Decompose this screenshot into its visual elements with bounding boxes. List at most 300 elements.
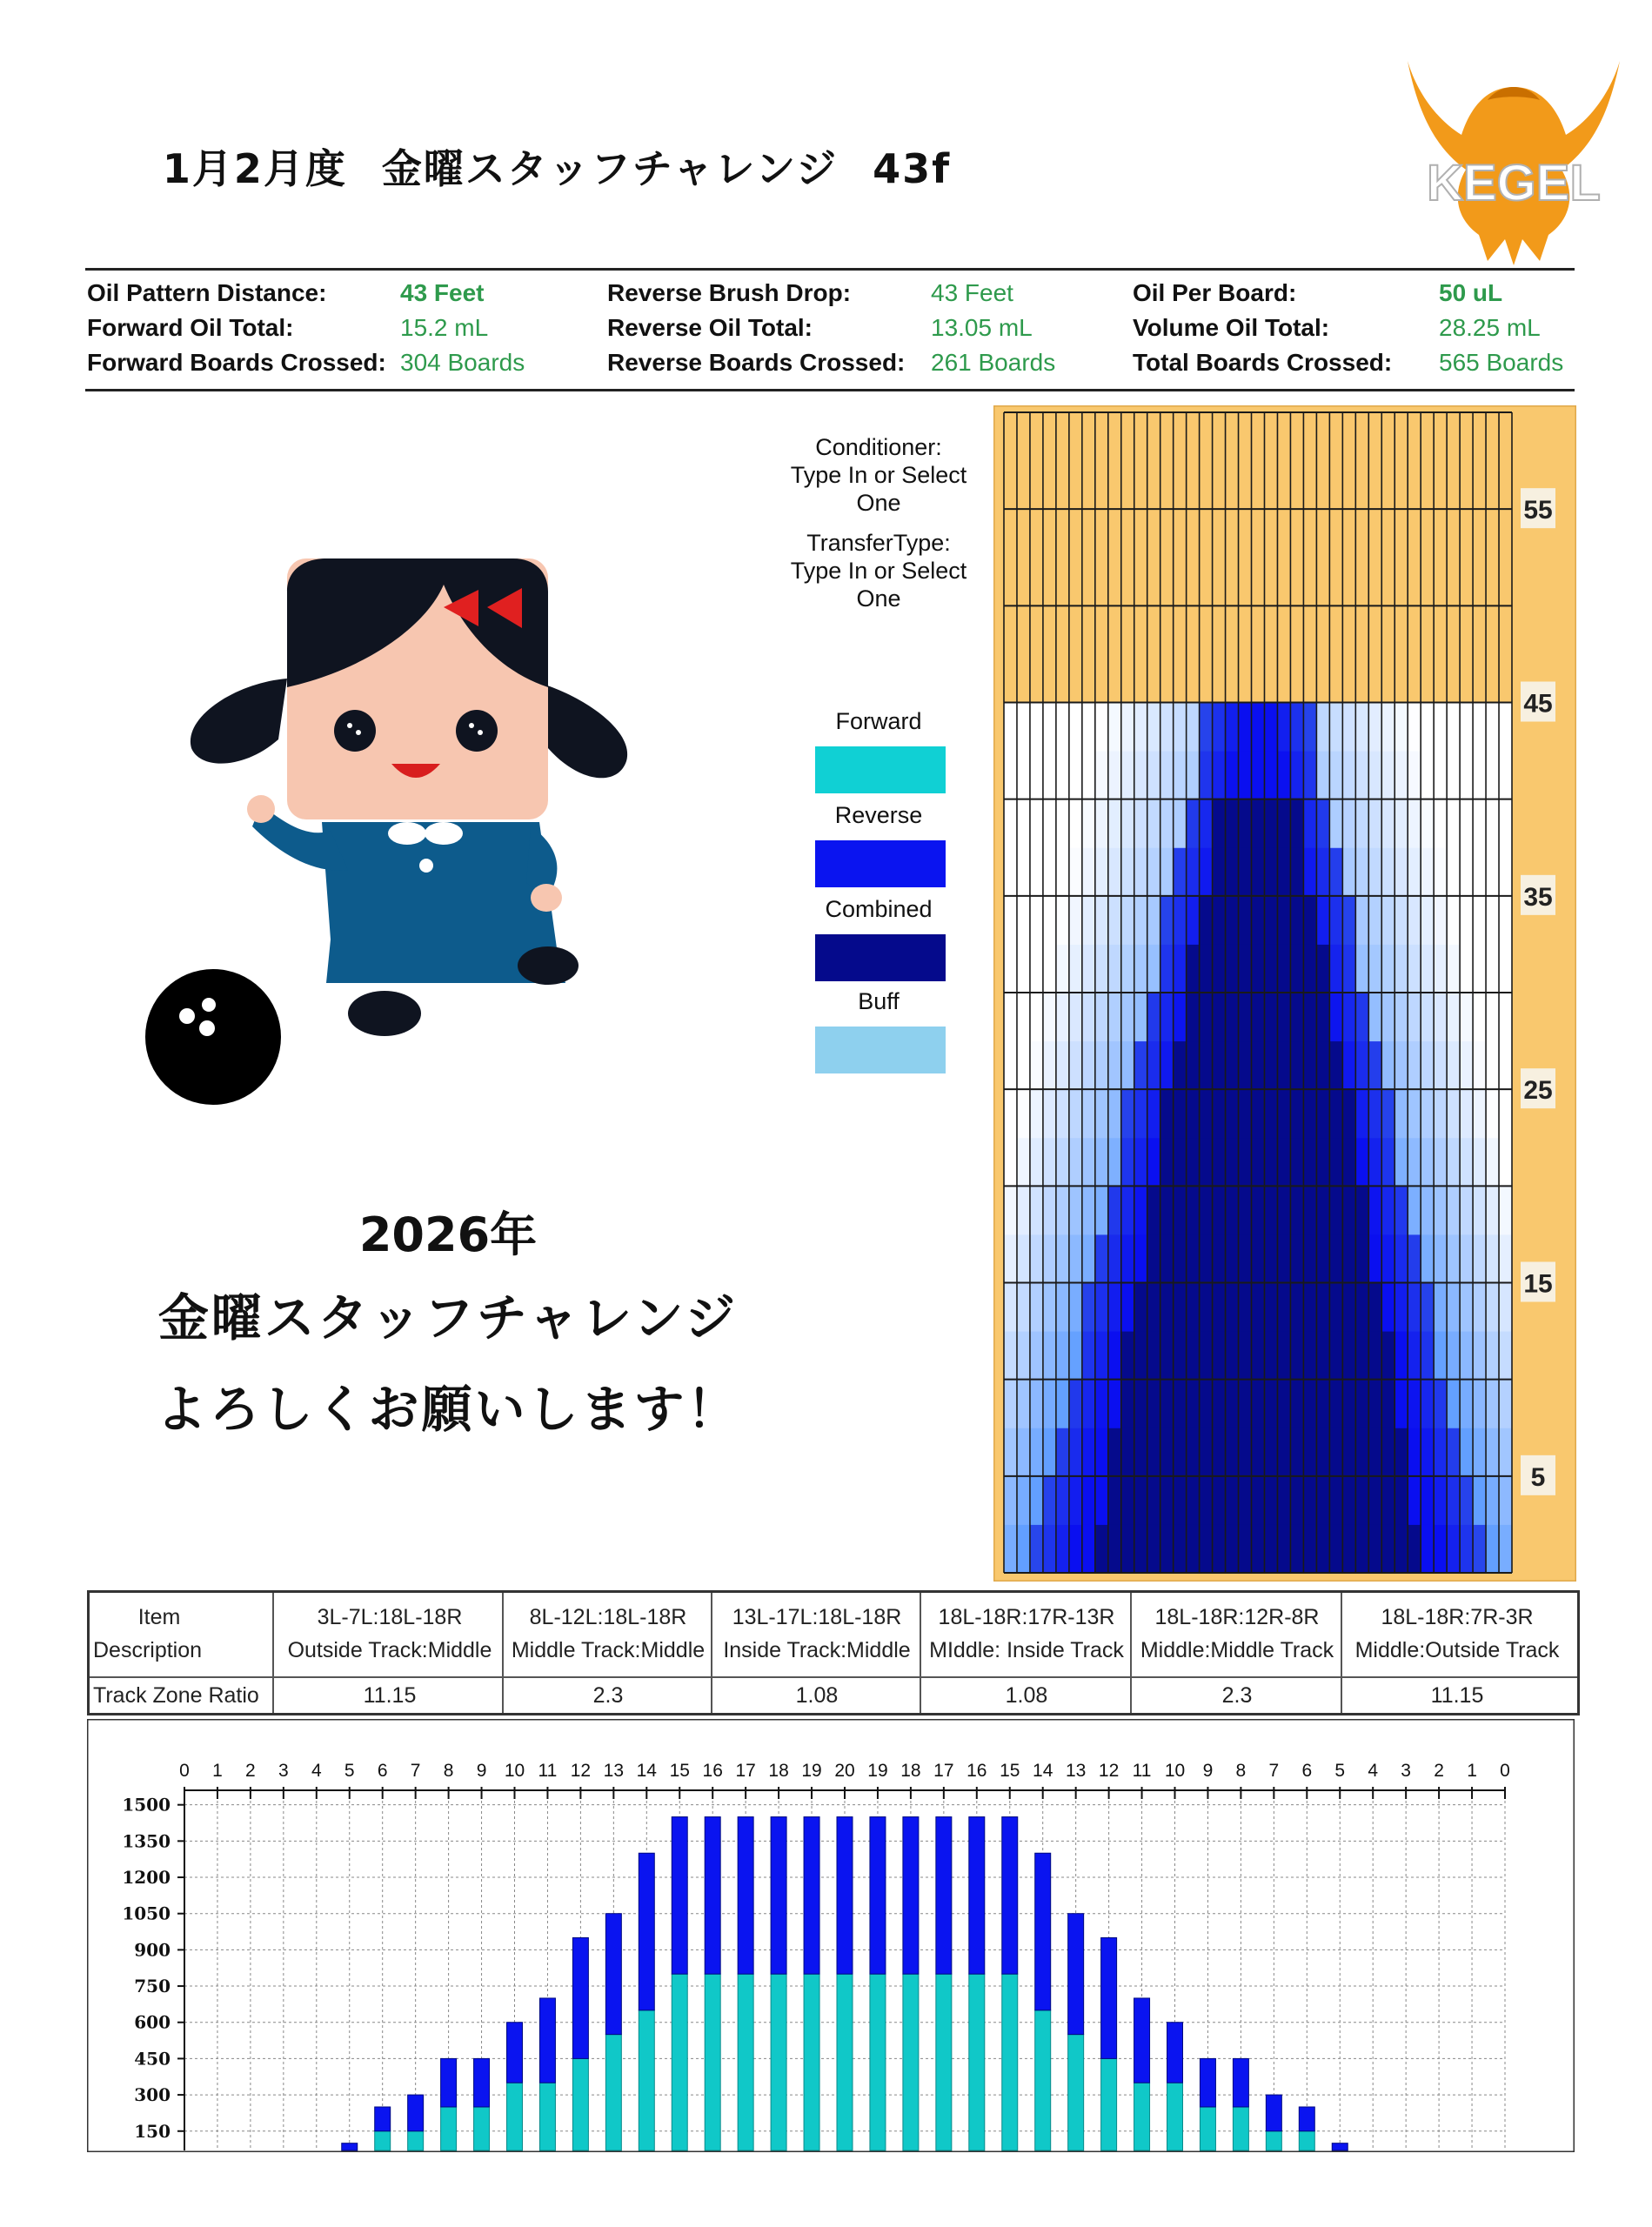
oil-cell (1160, 1331, 1174, 1380)
oil-cell (1239, 1428, 1252, 1476)
oil-cell (1355, 1089, 1368, 1138)
legend-reverse-label: Reverse (834, 802, 923, 828)
x-tick-label: 5 (1334, 1761, 1346, 1781)
oil-cell (1134, 896, 1147, 945)
oil-cell (1486, 1476, 1499, 1525)
oil-cell (1342, 703, 1355, 752)
oil-cell (1095, 1138, 1108, 1187)
oil-cell (1355, 1476, 1368, 1525)
oil-cell (1460, 847, 1473, 896)
oil-cell (1434, 1186, 1447, 1234)
oil-cell (1277, 1138, 1290, 1187)
x-tick-label: 6 (1301, 1761, 1313, 1781)
oil-cell (1264, 1524, 1277, 1573)
oil-cell (1213, 993, 1226, 1041)
oil-cell (1342, 896, 1355, 945)
oil-cell (1004, 1524, 1017, 1573)
oil-cell (1329, 703, 1342, 752)
oil-cell (1187, 1186, 1200, 1234)
oil-cell (1187, 751, 1200, 799)
oil-cell (1395, 896, 1408, 945)
oil-cell (1121, 1476, 1134, 1525)
ratio-col-1-ratio: 11.15 (363, 1683, 417, 1708)
oil-cell (1082, 1089, 1095, 1138)
oil-cell (1368, 1186, 1381, 1234)
oil-cell (1017, 1380, 1030, 1428)
x-tick-label: 12 (570, 1761, 592, 1781)
oil-cell (1499, 944, 1512, 993)
forward-bar (837, 1974, 853, 2150)
oil-cell (1095, 1089, 1108, 1138)
ratio-col-5-description: Middle:Middle Track (1140, 1638, 1334, 1662)
oil-cell (1460, 703, 1473, 752)
x-tick-label: 9 (476, 1761, 487, 1781)
x-tick-label: 7 (1268, 1761, 1280, 1781)
oil-cell (1499, 1524, 1512, 1573)
oil-cell (1056, 799, 1069, 848)
oil-cell (1395, 1186, 1408, 1234)
oil-cell (1486, 1524, 1499, 1573)
oil-cell (1213, 1041, 1226, 1090)
oil-cell (1082, 1476, 1095, 1525)
oil-cell (1447, 1041, 1460, 1090)
x-tick-label: 2 (245, 1761, 256, 1781)
x-tick-label: 2 (1434, 1761, 1444, 1781)
page-title (0, 137, 1148, 195)
oil-cell (1121, 1041, 1134, 1090)
oil-cell (1056, 847, 1069, 896)
oil-cell (1082, 993, 1095, 1041)
oil-cell (1213, 1476, 1226, 1525)
x-tick-label: 11 (1132, 1761, 1152, 1781)
oil-cell (1342, 1089, 1355, 1138)
oil-cell (1355, 1041, 1368, 1090)
oil-cell (1134, 1283, 1147, 1332)
reverse-boards-crossed-value: 261 Boards (931, 349, 1056, 376)
reverse-bar (771, 1817, 786, 1975)
oil-cell (1017, 993, 1030, 1041)
mascot-illustration (130, 531, 652, 1122)
oil-cell (1395, 1428, 1408, 1476)
oil-cell (1329, 1138, 1342, 1187)
oil-cell (1095, 993, 1108, 1041)
oil-cell (1421, 993, 1434, 1041)
oil-cell (1030, 847, 1043, 896)
oil-cell (1434, 1234, 1447, 1283)
oil-cell (1147, 1234, 1160, 1283)
reverse-bar (375, 2107, 391, 2131)
oil-cell (1200, 1186, 1213, 1234)
oil-cell (1082, 799, 1095, 848)
oil-cell (1004, 1331, 1017, 1380)
oil-cell (1069, 703, 1082, 752)
oil-cell (1030, 1283, 1043, 1332)
y-tick-label: 900 (134, 1939, 171, 1961)
oil-cell (1460, 1380, 1473, 1428)
oil-cell (1160, 799, 1174, 848)
oil-cell (1147, 1186, 1160, 1234)
forward-bar (771, 1974, 786, 2150)
oil-cell (1017, 1428, 1030, 1476)
oil-cell (1095, 1234, 1108, 1283)
ratio-col-1-range: 3L-7L:18L-18R (317, 1605, 463, 1629)
oil-cell (1187, 799, 1200, 848)
title-distance: 43f (873, 145, 952, 192)
oil-cell (1108, 1041, 1121, 1090)
oil-cell (1056, 1428, 1069, 1476)
oil-cell (1213, 1428, 1226, 1476)
table-grid-line (90, 1676, 1577, 1678)
oil-cell (1421, 1524, 1434, 1573)
oil-cell (1355, 1331, 1368, 1380)
oil-cell (1017, 799, 1030, 848)
oil-cell (1056, 993, 1069, 1041)
oil-cell (1381, 751, 1395, 799)
total-boards-crossed-value: 565 Boards (1439, 349, 1564, 376)
oil-cell (1381, 1524, 1395, 1573)
forward-bar (936, 1974, 952, 2150)
oil-cell (1329, 1331, 1342, 1380)
oil-cell (1264, 751, 1277, 799)
oil-cell (1499, 1089, 1512, 1138)
oil-cell (1368, 1331, 1381, 1380)
oil-cell (1252, 1186, 1265, 1234)
reverse-bar (837, 1817, 853, 1975)
oil-cell (1434, 896, 1447, 945)
oil-cell (1239, 944, 1252, 993)
oil-cell (1264, 993, 1277, 1041)
oil-cell (1043, 1380, 1056, 1428)
reverse-bar (539, 1998, 555, 2083)
oil-cell (1368, 751, 1381, 799)
oil-cell (1043, 703, 1056, 752)
oil-cell (1381, 1476, 1395, 1525)
oil-cell (1004, 1283, 1017, 1332)
oil-cell (1473, 1524, 1486, 1573)
oil-cell (1395, 993, 1408, 1041)
oil-cell (1316, 1428, 1329, 1476)
feet-tick-label: 45 (1523, 689, 1553, 719)
oil-cell (1316, 896, 1329, 945)
oil-cell (1200, 1234, 1213, 1283)
oil-cell (1082, 1524, 1095, 1573)
reverse-bar (1068, 1914, 1084, 2035)
oil-cell (1043, 751, 1056, 799)
reverse-bar (1332, 2143, 1348, 2150)
forward-bar (408, 2131, 424, 2150)
oil-cell (1447, 1476, 1460, 1525)
oil-cell (1499, 1186, 1512, 1234)
ratio-col-2-ratio: 2.3 (592, 1683, 624, 1708)
oil-cell (1421, 1041, 1434, 1090)
oil-cell (1395, 1234, 1408, 1283)
forward-bar (639, 2010, 654, 2150)
oil-cell (1200, 799, 1213, 848)
reverse-bar (408, 2095, 424, 2131)
oil-cell (1226, 1380, 1239, 1428)
oil-cell (1264, 1186, 1277, 1234)
oil-cell (1408, 1331, 1421, 1380)
oil-cell (1043, 1138, 1056, 1187)
oil-cell (1486, 1234, 1499, 1283)
oil-cell (1200, 1283, 1213, 1332)
oil-cell (1239, 1234, 1252, 1283)
pattern-stats (85, 268, 1575, 391)
oil-cell (1303, 1476, 1316, 1525)
oil-cell (1004, 1380, 1017, 1428)
oil-cell (1056, 1234, 1069, 1283)
forward-bar (1035, 2010, 1051, 2150)
oil-cell (1187, 896, 1200, 945)
reverse-brush-drop-label: Reverse Brush Drop: (607, 279, 852, 306)
oil-cell (1460, 896, 1473, 945)
oil-cell (1069, 751, 1082, 799)
oil-cell (1486, 1041, 1499, 1090)
oil-cell (1252, 751, 1265, 799)
oil-cell (1329, 1283, 1342, 1332)
oil-cell (1187, 1380, 1200, 1428)
forward-bar (1167, 2083, 1183, 2150)
oil-cell (1121, 1186, 1134, 1234)
oil-cell (1408, 703, 1421, 752)
reverse-bar (1200, 2058, 1215, 2107)
oil-cell (1239, 1331, 1252, 1380)
oil-cell (1226, 1428, 1239, 1476)
oil-cell (1447, 1524, 1460, 1573)
oil-cell (1239, 751, 1252, 799)
forward-bar (672, 1974, 687, 2150)
oil-cell (1160, 703, 1174, 752)
x-tick-label: 0 (179, 1761, 190, 1781)
oil-cell (1499, 1041, 1512, 1090)
oil-cell (1187, 1234, 1200, 1283)
forward-bar (1002, 1974, 1018, 2150)
reverse-bar (1299, 2107, 1314, 2131)
oil-cell (1174, 1089, 1187, 1138)
oil-cell (1381, 1089, 1395, 1138)
legend-combined-swatch (815, 934, 946, 981)
feet-tick-label: 55 (1523, 496, 1553, 525)
oil-cell (1187, 1138, 1200, 1187)
oil-cell (1226, 751, 1239, 799)
oil-cell (1174, 1234, 1187, 1283)
oil-cell (1342, 993, 1355, 1041)
oil-cell (1200, 1524, 1213, 1573)
description-label: Description (93, 1638, 203, 1662)
oil-cell (1290, 1428, 1303, 1476)
oil-cell (1017, 751, 1030, 799)
oil-cell (1290, 1234, 1303, 1283)
oil-cell (1473, 1380, 1486, 1428)
oil-cell (1290, 1138, 1303, 1187)
oil-cell (1381, 993, 1395, 1041)
oil-cell (1095, 1331, 1108, 1380)
oil-cell (1056, 1380, 1069, 1428)
oil-cell (1252, 1234, 1265, 1283)
oil-cell (1499, 751, 1512, 799)
x-tick-label: 17 (735, 1761, 756, 1781)
oil-cell (1108, 1524, 1121, 1573)
oil-cell (1342, 751, 1355, 799)
oil-cell (1290, 944, 1303, 993)
oil-cell (1043, 1089, 1056, 1138)
oil-cell (1316, 1234, 1329, 1283)
oil-cell (1355, 1234, 1368, 1283)
oil-cell (1030, 751, 1043, 799)
oil-cell (1264, 1138, 1277, 1187)
oil-cell (1447, 703, 1460, 752)
oil-cell (1252, 944, 1265, 993)
oil-cell (1447, 1186, 1460, 1234)
oil-cell (1069, 1138, 1082, 1187)
transfer-type-value-2: One (856, 585, 901, 612)
reverse-bar (1002, 1817, 1018, 1975)
reverse-bar (903, 1817, 919, 1975)
oil-cell (1134, 1380, 1147, 1428)
oil-cell (1187, 703, 1200, 752)
table-grid-line (272, 1593, 274, 1713)
oil-cell (1381, 1380, 1395, 1428)
y-tick-label: 750 (134, 1976, 171, 1997)
oil-cell (1264, 799, 1277, 848)
oil-cell (1134, 1331, 1147, 1380)
oil-cell (1316, 1186, 1329, 1234)
x-tick-label: 4 (311, 1761, 322, 1781)
oil-cell (1017, 896, 1030, 945)
oil-cell (1213, 896, 1226, 945)
oil-cell (1069, 1283, 1082, 1332)
oil-cell (1252, 1428, 1265, 1476)
oil-cell (1303, 1041, 1316, 1090)
ratio-col-2-range: 8L-12L:18L-18R (529, 1605, 687, 1629)
oil-cell (1174, 1380, 1187, 1428)
reverse-bar (804, 1817, 819, 1975)
chart-frame (87, 1719, 1575, 2152)
oil-cell (1290, 1283, 1303, 1332)
oil-cell (1252, 993, 1265, 1041)
oil-cell (1460, 993, 1473, 1041)
oil-cell (1160, 896, 1174, 945)
conditioner-value-2: One (856, 490, 901, 516)
oil-cell (1226, 896, 1239, 945)
oil-cell (1342, 1476, 1355, 1525)
oil-cell (1434, 1476, 1447, 1525)
oil-cell (1239, 1089, 1252, 1138)
oil-cell (1200, 1138, 1213, 1187)
title-event: 金曜スタッフチャレンジ (381, 145, 839, 192)
feet-tick-label: 25 (1523, 1076, 1553, 1106)
x-tick-label: 15 (669, 1761, 690, 1781)
oil-cell (1303, 1380, 1316, 1428)
oil-cell (1174, 1138, 1187, 1187)
x-tick-label: 19 (867, 1761, 888, 1781)
oil-cell (1174, 993, 1187, 1041)
ratio-label: Track Zone Ratio (93, 1683, 259, 1708)
oil-cell (1108, 1089, 1121, 1138)
reverse-bar (441, 2058, 457, 2107)
reverse-bar (474, 2058, 490, 2107)
oil-cell (1486, 1380, 1499, 1428)
oil-cell (1069, 1331, 1082, 1380)
oil-cell (1043, 1283, 1056, 1332)
oil-cell (1121, 1234, 1134, 1283)
oil-cell (1134, 1186, 1147, 1234)
oil-cell (1290, 1524, 1303, 1573)
feet-tick-label: 35 (1523, 882, 1553, 912)
x-tick-label: 3 (278, 1761, 289, 1781)
oil-cell (1226, 1283, 1239, 1332)
oil-cell (1329, 1234, 1342, 1283)
oil-cell (1447, 751, 1460, 799)
oil-cell (1226, 993, 1239, 1041)
oil-cell (1381, 1283, 1395, 1332)
oil-cell (1121, 1331, 1134, 1380)
oil-cell (1303, 799, 1316, 848)
oil-cell (1043, 1041, 1056, 1090)
oil-cell (1160, 1428, 1174, 1476)
oil-cell (1004, 1089, 1017, 1138)
oil-cell (1447, 1089, 1460, 1138)
oil-cell (1030, 896, 1043, 945)
oil-cell (1368, 1428, 1381, 1476)
transfer-type-value-1: Type In or Select (790, 558, 967, 584)
x-tick-label: 10 (1164, 1761, 1186, 1781)
oil-cell (1226, 1476, 1239, 1525)
oil-cell (1043, 799, 1056, 848)
oil-cell (1342, 1041, 1355, 1090)
y-tick-label: 1350 (122, 1830, 171, 1852)
title-month: 1月2月度 (162, 145, 347, 192)
reverse-oil-total-label: Reverse Oil Total: (607, 314, 813, 341)
oil-cell (1460, 1138, 1473, 1187)
oil-cell (1395, 847, 1408, 896)
oil-cell (1108, 1476, 1121, 1525)
oil-cell (1056, 1283, 1069, 1332)
oil-cell (1342, 1186, 1355, 1234)
oil-cell (1069, 799, 1082, 848)
oil-cell (1355, 799, 1368, 848)
oil-cell (1447, 1331, 1460, 1380)
oil-cell (1200, 847, 1213, 896)
oil-cell (1252, 1331, 1265, 1380)
oil-cell (1004, 1186, 1017, 1234)
oil-cell (1160, 751, 1174, 799)
oil-pattern-distance-label: Oil Pattern Distance: (87, 279, 327, 306)
oil-cell (1395, 1283, 1408, 1332)
ratio-col-2-description: Middle Track:Middle (511, 1638, 706, 1662)
x-tick-label: 12 (1098, 1761, 1120, 1781)
oil-cell (1355, 1138, 1368, 1187)
oil-cell (1082, 1186, 1095, 1234)
oil-cell (1342, 1524, 1355, 1573)
oil-cell (1486, 993, 1499, 1041)
oil-cell (1473, 993, 1486, 1041)
oil-cell (1160, 1041, 1174, 1090)
oil-cell (1264, 896, 1277, 945)
oil-cell (1213, 1089, 1226, 1138)
oil-cell (1174, 751, 1187, 799)
x-tick-label: 13 (603, 1761, 625, 1781)
oil-cell (1174, 896, 1187, 945)
forward-bar (1266, 2131, 1281, 2150)
track-zone-ratio-table (87, 1590, 1580, 1715)
oil-cell (1174, 944, 1187, 993)
oil-cell (1486, 847, 1499, 896)
oil-cell (1277, 944, 1290, 993)
oil-cell (1408, 944, 1421, 993)
oil-cell (1134, 751, 1147, 799)
message-line-event: 金曜スタッフチャレンジ (157, 1288, 739, 1348)
